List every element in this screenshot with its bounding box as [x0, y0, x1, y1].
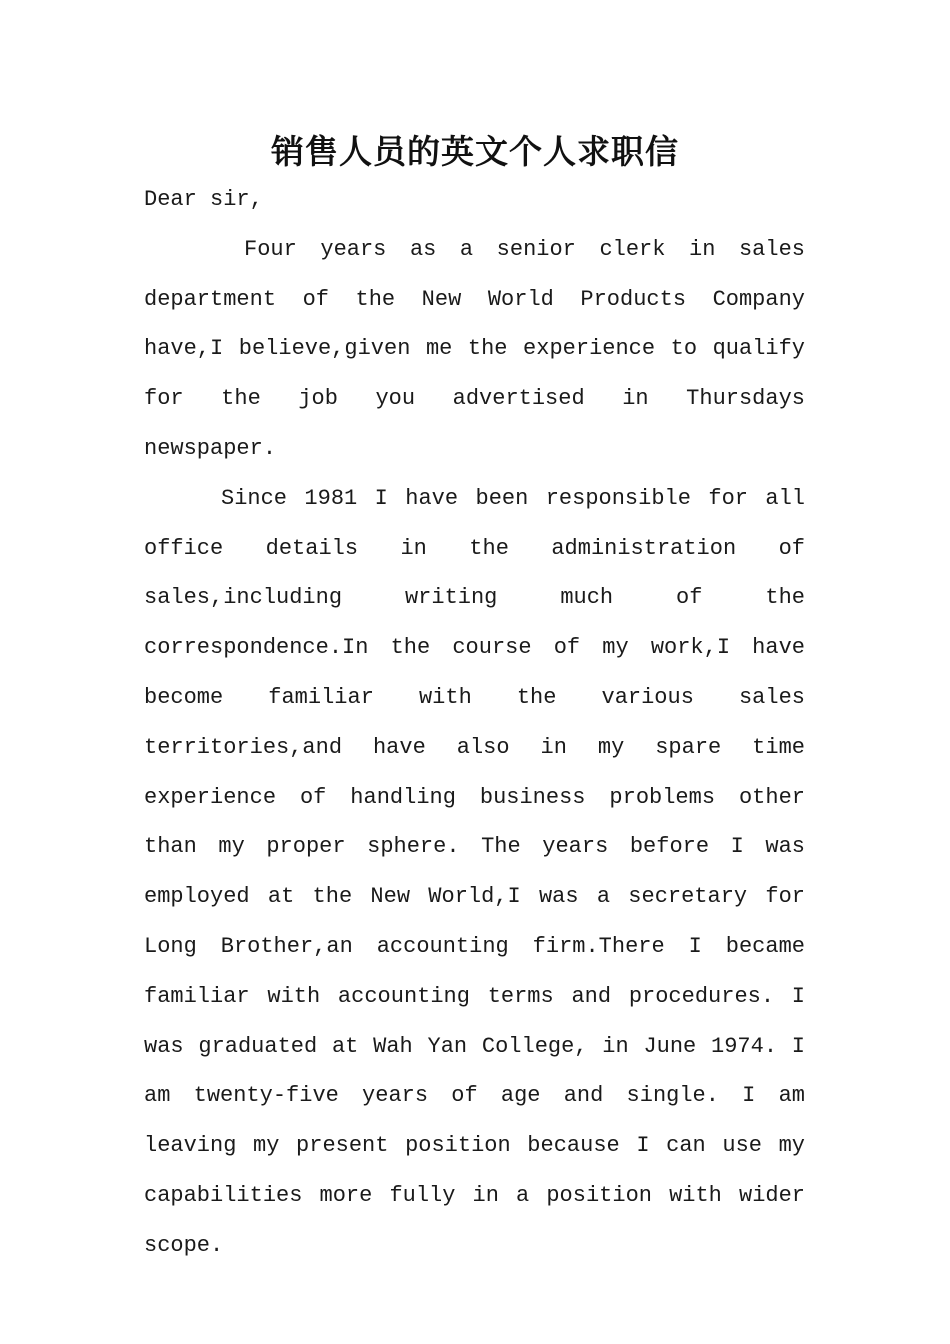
paragraph-1: Four years as a senior clerk in sales department of the New World Products Company have,I believe,given me the experience to qualify for the job you advertised in Thursdays newspaper. — [144, 236, 805, 461]
document-title: 销售人员的英文个人求职信 — [271, 132, 679, 171]
letter-body — [144, 175, 805, 1271]
salutation: Dear sir, — [144, 187, 263, 212]
paragraph-2: Since 1981 I have been responsible for all office details in the administration of sales,including writing much of the correspondence.In the course of my work,I have become familiar with the various sales territories,and have also in my spare time experience of handling business problems other than my proper sphere. The years before I was employed at the New World,I was a secretary for Long Brother,an accounting firm.There I became familiar with accounting terms and procedures. I was graduated at Wah Yan College, in June 1974. I am twenty-five years of age and single. I am leaving my present position because I can use my capabilities more fully in a position with wider scope. — [144, 485, 805, 1258]
